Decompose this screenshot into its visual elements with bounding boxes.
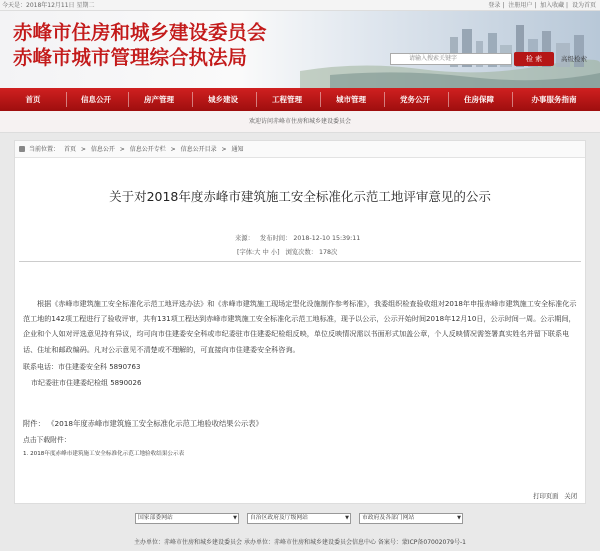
main-nav xyxy=(0,88,600,111)
site-title-primary: 赤峰市住房和城乡建设委员会 xyxy=(13,21,267,44)
advanced-search-link[interactable]: 高级检索 xyxy=(561,55,587,63)
breadcrumb-separator: > xyxy=(170,146,176,153)
footer-link-selects xyxy=(0,513,600,527)
current-date: 今天是：2018年12月11日 星期二 xyxy=(2,2,95,9)
content-panel xyxy=(14,140,586,504)
city-skyline-banner xyxy=(300,11,600,88)
search-button[interactable]: 检 索 xyxy=(514,52,554,66)
top-bar xyxy=(0,0,600,11)
font-size-switch[interactable]: [字体:大 中 小] xyxy=(237,249,280,256)
regional-government-select[interactable] xyxy=(247,513,351,524)
welcome-banner: 欢迎访问赤峰市住房和城乡建设委员会 xyxy=(0,111,600,133)
nav-item-housing-security[interactable]: 住房保障 xyxy=(464,95,494,104)
print-page-link[interactable]: 打印页面 xyxy=(533,493,559,500)
breadcrumb-info-catalog[interactable]: 信息公开目录 xyxy=(180,146,217,153)
article-title: 关于对2018年度赤峰市建筑施工安全标准化示范工地评审意见的公示 xyxy=(109,189,491,204)
breadcrumb-notice[interactable]: 通知 xyxy=(231,146,244,153)
chevron-down-icon: ▼ xyxy=(345,515,349,521)
nav-item-housing[interactable]: 房产管理 xyxy=(144,95,174,104)
article-published: 发布时间： 2018-12-10 15:39:11 xyxy=(259,235,361,242)
set-homepage-link[interactable]: 设为首页 xyxy=(571,2,596,9)
search-input[interactable]: 请输入搜索关键字 xyxy=(390,53,512,65)
top-links: 登录 | 注册用户 | 加入收藏 | 设为首页 xyxy=(488,2,596,9)
nav-item-info-public[interactable]: 信息公开 xyxy=(81,95,111,104)
article-body xyxy=(23,296,579,357)
nav-item-engineering[interactable]: 工程管理 xyxy=(272,95,302,104)
article-source: 来源： xyxy=(235,235,254,242)
location-icon xyxy=(19,146,25,152)
nav-item-city-management[interactable]: 城市管理 xyxy=(336,95,366,104)
nav-item-party-affairs[interactable]: 党务公开 xyxy=(400,95,430,104)
login-link[interactable]: 登录 xyxy=(488,2,501,9)
national-ministries-select[interactable] xyxy=(135,513,239,524)
site-footer: 主办单位：赤峰市住房和城乡建设委员会 承办单位：赤峰市住房和城乡建设委员会信息中心 备案号：蒙ICP备07002079号-1 xyxy=(134,539,466,546)
breadcrumb xyxy=(15,141,585,158)
breadcrumb-separator: > xyxy=(80,146,86,153)
breadcrumb-separator: > xyxy=(119,146,125,153)
breadcrumb-separator: > xyxy=(221,146,227,153)
site-title-secondary: 赤峰市城市管理综合执法局 xyxy=(13,46,248,69)
close-link[interactable]: 关闭 xyxy=(564,493,577,500)
select-value: 市政府及各部门网站 xyxy=(362,515,415,521)
city-government-select[interactable] xyxy=(359,513,463,524)
breadcrumb-info-column[interactable]: 信息公开专栏 xyxy=(129,146,166,153)
download-file-link[interactable]: 1. 2018年度赤峰市建筑施工安全标准化示范工地验收结果公示表 xyxy=(23,451,185,457)
contact-safety-dept: 联系电话：市住建委安全科 5890763 xyxy=(23,363,141,371)
download-label: 点击下载附件： xyxy=(23,436,71,444)
attachment-note: 附件： 《2018年度赤峰市建筑施工安全标准化示范工地验收结果公示表》 xyxy=(23,419,263,428)
article-meta xyxy=(235,233,360,242)
breadcrumb-home[interactable]: 首页 xyxy=(63,146,76,153)
site-header xyxy=(0,11,600,88)
chevron-down-icon: ▼ xyxy=(457,515,461,521)
article-paragraph: 根据《赤峰市建筑施工安全标准化示范工地评选办法》和《赤峰市建筑施工现场定型化设施制作参考标准》，我委组织检查验收组对2018年申报赤峰市建筑施工安全标准化示范工地的142项工程进行了验收评审，共有131项工程达到赤峰市建筑施工安全标准化示范工地标准，现予以公示，公示开始时间2018年12月10日，公示时间一周。公示期间，企业和个人如对评选意见持有异议，均可向市住建委安全科或市纪委驻市住建委纪检组反映，单位反映情况需以书面形式加盖公章，个人反映情况需签署真实姓名并留下联系电话、住址和邮政编码。凡对公示意见不清楚或不理解的，可直接向市住建委安全科咨询。 xyxy=(23,299,577,354)
breadcrumb-label: 当前位置： xyxy=(29,146,60,153)
page-actions xyxy=(529,491,577,500)
view-count: 浏览次数： 178次 xyxy=(285,249,338,256)
select-value: 国家部委网站 xyxy=(138,515,173,521)
nav-item-urban-rural[interactable]: 城乡建设 xyxy=(208,95,238,104)
nav-item-service-guide[interactable]: 办事服务指南 xyxy=(531,95,577,104)
select-value: 自治区政府及厅级网站 xyxy=(250,515,308,521)
divider xyxy=(19,261,581,262)
add-favorite-link[interactable]: 加入收藏 xyxy=(540,2,565,9)
breadcrumb-info-public[interactable]: 信息公开 xyxy=(90,146,115,153)
chevron-down-icon: ▼ xyxy=(233,515,237,521)
nav-item-home[interactable]: 首页 xyxy=(25,95,41,104)
contact-discipline-group: 市纪委驻市住建委纪检组 5890026 xyxy=(31,379,142,387)
article-meta-secondary xyxy=(237,247,337,256)
register-link[interactable]: 注册用户 xyxy=(508,2,533,9)
